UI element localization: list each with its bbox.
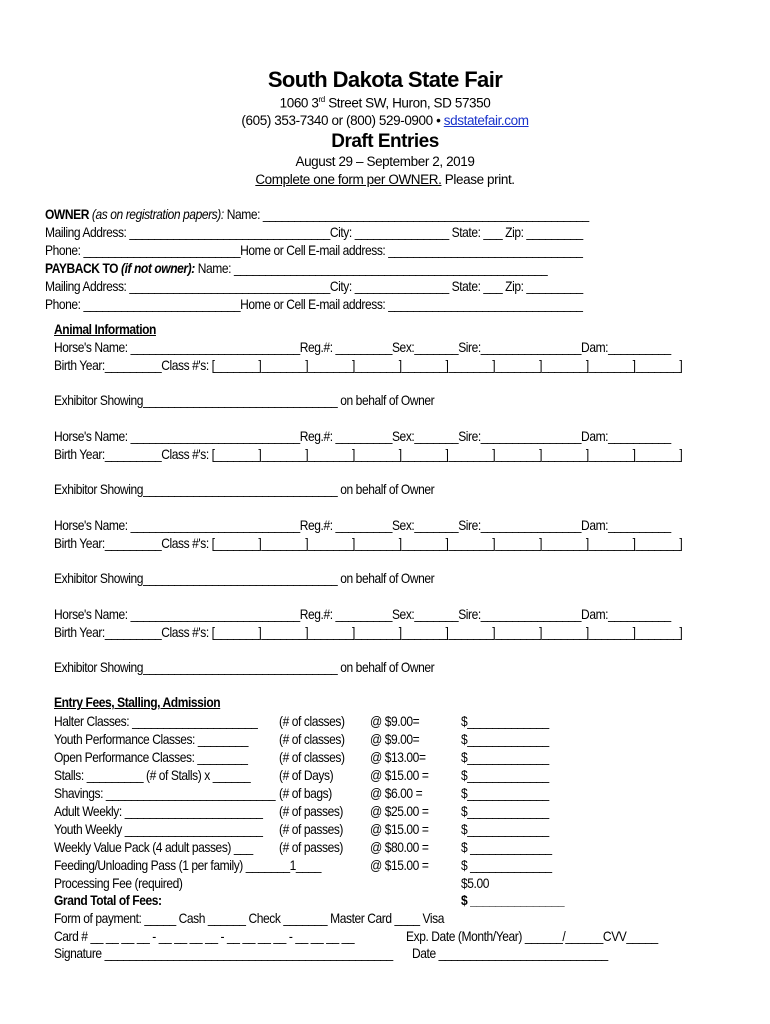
horse-2-name-row[interactable]: Horse's Name: ___________________________Reg.#: _________Sex:_______Sire:________________Dam:__________: [54, 428, 671, 444]
horse-3-exhibitor-row[interactable]: Exhibitor Showing_______________________________ on behalf of Owner: [54, 570, 435, 586]
horse-4-exhibitor-row[interactable]: Exhibitor Showing_______________________________ on behalf of Owner: [54, 659, 435, 675]
website-link[interactable]: sdstatefair.com: [443, 113, 529, 128]
date-row[interactable]: Date ___________________________: [412, 945, 608, 961]
fees-heading: Entry Fees, Stalling, Admission: [54, 694, 221, 710]
horse-3-name-row[interactable]: Horse's Name: ___________________________Reg.#: _________Sex:_______Sire:________________Dam:__________: [54, 517, 671, 533]
signature-row[interactable]: Signature ______________________________________________: [54, 945, 393, 961]
fair-title: South Dakota State Fair: [267, 67, 503, 92]
horse-4-class-row[interactable]: Birth Year:_________Class #'s: [_______]_______]_______]_______]_______]_______]_______]_______]_______]_______]: [54, 624, 683, 640]
card-expiry-row[interactable]: Exp. Date (Month/Year) ______/______CVV_____: [406, 928, 658, 944]
fee-row-halter[interactable]: Halter Classes: ____________________ (# of classes) @ $9.00= $_____________: [54, 713, 549, 729]
fee-row-value-pack[interactable]: Weekly Value Pack (4 adult passes) ___ (# of passes) @ $80.00 = $ _____________: [54, 839, 552, 855]
fee-row-shavings[interactable]: Shavings: ___________________________ (# of bags) @ $6.00 = $_____________: [54, 785, 549, 801]
fair-address: 1060 3rd Street SW, Huron, SD 57350: [279, 95, 491, 111]
horse-3-class-row[interactable]: Birth Year:_________Class #'s: [_______]_______]_______]_______]_______]_______]_______]_______]_______]_______]: [54, 535, 683, 551]
payback-mailing-row[interactable]: Mailing Address: ________________________________City: _______________ State: ___ Zip: _________: [45, 278, 583, 294]
form-title: Draft Entries: [331, 131, 439, 152]
fee-row-open-performance[interactable]: Open Performance Classes: ________ (# of classes) @ $13.00= $_____________: [54, 749, 549, 765]
fair-contact: (605) 353-7340 or (800) 529-0900 • sdstatefair.com: [241, 113, 529, 128]
horse-1-class-row[interactable]: Birth Year:_________Class #'s: [_______]_______]_______]_______]_______]_______]_______]_______]_______]_______]: [54, 357, 683, 373]
payback-phone-row[interactable]: Phone: _________________________Home or Cell E-mail address: _______________________________: [45, 296, 583, 312]
fee-row-adult-weekly[interactable]: Adult Weekly: ______________________ (# of passes) @ $25.00 = $_____________: [54, 803, 549, 819]
horse-2-class-row[interactable]: Birth Year:_________Class #'s: [_______]_______]_______]_______]_______]_______]_______]_______]_______]_______]: [54, 446, 683, 462]
horse-2-exhibitor-row[interactable]: Exhibitor Showing_______________________________ on behalf of Owner: [54, 481, 435, 497]
fee-row-youth-performance[interactable]: Youth Performance Classes: ________ (# of classes) @ $9.00= $_____________: [54, 731, 549, 747]
horse-1-name-row[interactable]: Horse's Name: ___________________________Reg.#: _________Sex:_______Sire:________________Dam:__________: [54, 339, 671, 355]
owner-phone-row[interactable]: Phone: _________________________Home or Cell E-mail address: _______________________________: [45, 242, 583, 258]
card-number-row[interactable]: Card # __ __ __ __ - __ __ __ __ - __ __ __ __ - __ __ __ __: [54, 928, 355, 944]
fee-row-stalls[interactable]: Stalls: _________ (# of Stalls) x ______ (# of Days) @ $15.00 = $_____________: [54, 767, 549, 783]
event-dates: August 29 – September 2, 2019: [295, 154, 475, 169]
fee-row-processing: Processing Fee (required) $5.00: [54, 875, 489, 891]
owner-mailing-row[interactable]: Mailing Address: ________________________________City: _______________ State: ___ Zip: _________: [45, 224, 583, 240]
payback-name-row[interactable]: PAYBACK TO (if not owner): Name: __________________________________________________: [45, 260, 548, 276]
payment-method-row[interactable]: Form of payment: _____ Cash ______ Check _______ Master Card ____ Visa: [54, 910, 444, 926]
form-instructions: Complete one form per OWNER. Please print.: [255, 172, 515, 187]
horse-1-exhibitor-row[interactable]: Exhibitor Showing_______________________________ on behalf of Owner: [54, 392, 435, 408]
animal-info-heading: Animal Information: [54, 321, 156, 337]
horse-4-name-row[interactable]: Horse's Name: ___________________________Reg.#: _________Sex:_______Sire:________________Dam:__________: [54, 606, 671, 622]
fee-row-grand-total[interactable]: Grand Total of Fees: $ _______________: [54, 892, 565, 908]
fee-row-youth-weekly[interactable]: Youth Weekly ______________________ (# of passes) @ $15.00 = $_____________: [54, 821, 549, 837]
fee-row-feeding-pass[interactable]: Feeding/Unloading Pass (1 per family) _______1____ @ $15.00 = $ _____________: [54, 857, 552, 873]
owner-name-row[interactable]: OWNER (as on registration papers): Name: ____________________________________________________: [45, 206, 589, 222]
